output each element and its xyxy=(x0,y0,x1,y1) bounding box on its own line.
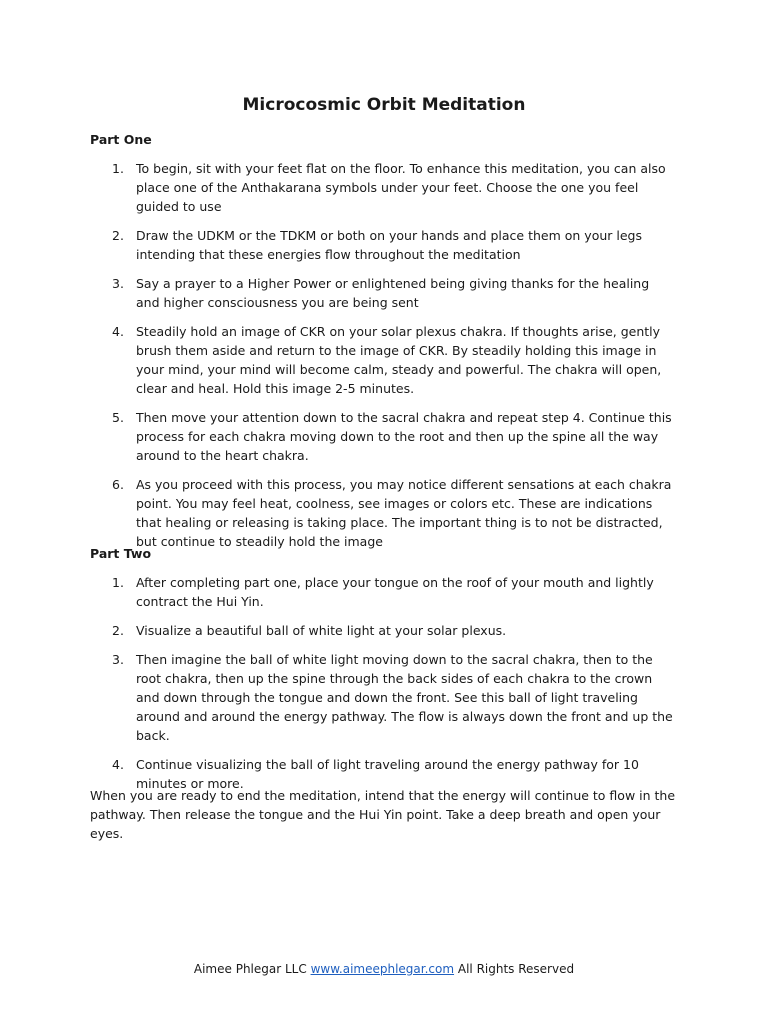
footer-company: Aimee Phlegar LLC xyxy=(193,962,307,976)
part-two-heading: Part Two xyxy=(90,546,152,561)
list-item: 2. Draw the UDKM or the TDKM or both on your hands and place them on your legs intending that these energies flow throughout the meditation xyxy=(112,228,642,262)
list-item: 1. After completing part one, place your tongue on the roof of your mouth and lightly contract the Hui Yin. xyxy=(112,575,654,609)
list-item: 4. Steadily hold an image of CKR on your solar plexus chakra. If thoughts arise, gently brush them aside and return to the image of CKR. By steadily holding this image in your mind, your mind will become calm, steady and powerful. The chakra will open, clear and heal. Hold this image 2-5 minutes. xyxy=(112,324,662,396)
list-item-text: To begin, sit with your feet flat on the floor. To enhance this meditation, you can also place one of the Anthakarana symbols under your feet. Choose the one you feel guided to use xyxy=(136,161,666,214)
page-title: Microcosmic Orbit Meditation xyxy=(242,95,526,115)
list-item: 1. To begin, sit with your feet flat on the floor. To enhance this meditation, you can also place one of the Anthakarana symbols under your feet. Choose the one you feel guided to use xyxy=(112,161,666,214)
list-item-text: Visualize a beautiful ball of white light at your solar plexus. xyxy=(136,623,507,638)
part-two-list xyxy=(0,573,768,803)
footer-website-link[interactable]: www.aimeephlegar.com xyxy=(310,962,455,976)
list-item-text: As you proceed with this process, you may notice different sensations at each chakra point. You may feel heat, coolness, see images or colors etc. These are indications that healing or releasing is taking place. The important thing is to not be distracted, but continue to steadily hold the image xyxy=(136,477,672,549)
list-item-text: Then move your attention down to the sacral chakra and repeat step 4. Continue this process for each chakra moving down to the root and then up the spine all the way around to the heart chakra. xyxy=(136,410,672,463)
list-item-text: After completing part one, place your tongue on the roof of your mouth and lightly contract the Hui Yin. xyxy=(136,575,654,609)
list-item: 6. As you proceed with this process, you may notice different sensations at each chakra point. You may feel heat, coolness, see images or colors etc. These are indications that healing or releasing is taking place. The important thing is to not be distracted, but continue to steadily hold the image xyxy=(112,477,672,549)
footer-rights: All Rights Reserved xyxy=(457,962,575,976)
part-one-list xyxy=(0,159,768,561)
closing-paragraph: When you are ready to end the meditation, intend that the energy will continue to flow in the pathway. Then release the tongue and the Hui Yin point. Take a deep breath and open your eyes. xyxy=(90,788,676,841)
list-item: 3. Say a prayer to a Higher Power or enlightened being giving thanks for the healing and higher consciousness you are being sent xyxy=(112,276,650,310)
list-item-text: Steadily hold an image of CKR on your solar plexus chakra. If thoughts arise, gently brush them aside and return to the image of CKR. By steadily holding this image in your mind, your mind will become calm, steady and powerful. The chakra will open, clear and heal. Hold this image 2-5 minutes. xyxy=(136,324,662,396)
list-item-text: Draw the UDKM or the TDKM or both on your hands and place them on your legs intending that these energies flow throughout the meditation xyxy=(136,228,642,262)
list-item: 2. Visualize a beautiful ball of white light at your solar plexus. xyxy=(112,623,507,638)
list-item-text: Then imagine the ball of white light moving down to the sacral chakra, then to the root chakra, then up the spine through the back sides of each chakra to the crown and down through the tongue and down the front. See this ball of light traveling around and around the energy pathway. The flow is always down the front and up the back. xyxy=(136,652,673,743)
list-item: 3. Then imagine the ball of white light moving down to the sacral chakra, then to the root chakra, then up the spine through the back sides of each chakra to the crown and down through the tongue and down the front. See this ball of light traveling around and around the energy pathway. The flow is always down the front and up the back. xyxy=(112,652,673,743)
page-footer xyxy=(0,960,768,978)
part-one-heading: Part One xyxy=(90,132,152,147)
list-item: 5. Then move your attention down to the sacral chakra and repeat step 4. Continue this process for each chakra moving down to the root and then up the spine all the way around to the heart chakra. xyxy=(112,410,672,463)
list-item-text: Say a prayer to a Higher Power or enlightened being giving thanks for the healing and higher consciousness you are being sent xyxy=(136,276,650,310)
list-item: 4. Continue visualizing the ball of light traveling around the energy pathway for 10 minutes or more. xyxy=(112,757,639,791)
list-item-text: Continue visualizing the ball of light traveling around the energy pathway for 10 minutes or more. xyxy=(136,757,639,791)
